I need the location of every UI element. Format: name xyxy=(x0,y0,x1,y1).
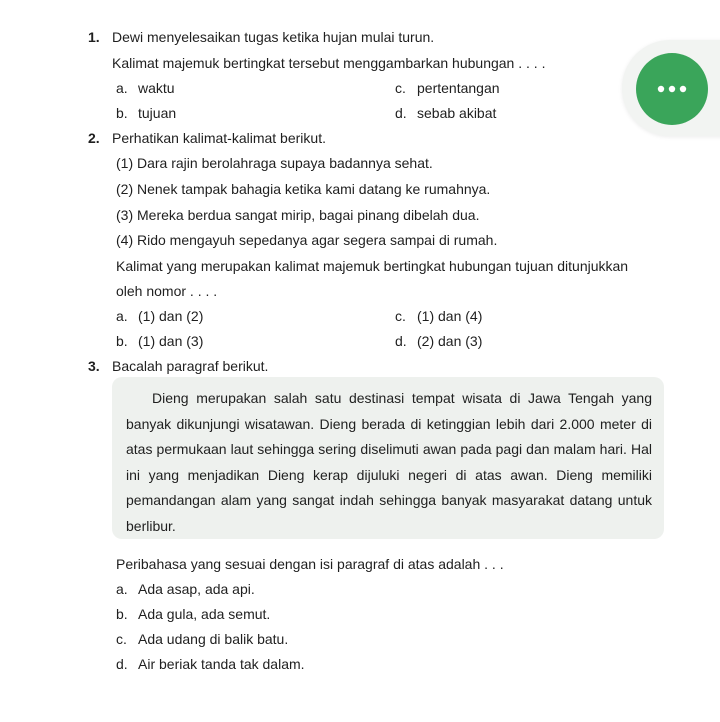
option-text: (2) dan (3) xyxy=(417,333,483,349)
question-1-stem: Dewi menyelesaikan tugas ketika hujan mulai turun. xyxy=(112,29,435,45)
question-3-stem: Bacalah paragraf berikut. xyxy=(112,358,269,374)
option-text: Ada gula, ada semut. xyxy=(138,606,271,622)
question-1-number: 1. xyxy=(88,29,100,45)
question-2-stem: Perhatikan kalimat-kalimat berikut. xyxy=(112,130,326,146)
option-letter: a. xyxy=(116,80,128,96)
sentence-item: (2) Nenek tampak bahagia ketika kami datang ke rumahnya. xyxy=(116,181,491,197)
sentence-item: (1) Dara rajin berolahraga supaya badannya sehat. xyxy=(116,155,433,171)
option-letter: c. xyxy=(395,308,406,324)
option-text: Ada udang di balik batu. xyxy=(138,631,289,647)
option-letter: a. xyxy=(116,308,128,324)
option-text: Ada asap, ada api. xyxy=(138,581,255,597)
option-letter: d. xyxy=(395,333,407,349)
question-2-prompt-cont: oleh nomor . . . . xyxy=(116,283,218,299)
option-letter: d. xyxy=(395,105,407,121)
option-letter: c. xyxy=(395,80,406,96)
option-letter: c. xyxy=(116,631,127,647)
option-text: (1) dan (2) xyxy=(138,308,204,324)
sentence-item: (3) Mereka berdua sangat mirip, bagai pinang dibelah dua. xyxy=(116,207,480,223)
option-letter: b. xyxy=(116,606,128,622)
more-options-button[interactable] xyxy=(636,53,708,125)
reading-paragraph: Dieng merupakan salah satu destinasi tempat wisata di Jawa Tengah yang banyak dikunjungi wisatawan. Dieng berada di ketinggian lebih dari 2.000 meter di atas permukaan laut sehingga sering diselimuti awan pada pagi dan malam hari. Hal ini yang menjadikan Dieng kerap dijuluki negeri di atas awan. Dieng memiliki pemandangan alam yang sangat indah sehingga banyak masyarakat datang untuk berlibur. xyxy=(126,390,652,534)
option-text: (1) dan (4) xyxy=(417,308,483,324)
question-1-prompt: Kalimat majemuk bertingkat tersebut menggambarkan hubungan . . . . xyxy=(112,55,546,71)
question-3-number: 3. xyxy=(88,358,100,374)
question-2-prompt: Kalimat yang merupakan kalimat majemuk bertingkat hubungan tujuan ditunjukkan xyxy=(116,258,629,274)
option-text: tujuan xyxy=(138,105,177,121)
option-letter: b. xyxy=(116,105,128,121)
option-letter: d. xyxy=(116,656,128,672)
option-text: sebab akibat xyxy=(417,105,497,121)
option-text: Air beriak tanda tak dalam. xyxy=(138,656,305,672)
option-letter: a. xyxy=(116,581,128,597)
option-text: (1) dan (3) xyxy=(138,333,204,349)
option-letter: b. xyxy=(116,333,128,349)
option-text: pertentangan xyxy=(417,80,500,96)
question-3-prompt: Peribahasa yang sesuai dengan isi paragraf di atas adalah . . . xyxy=(116,556,504,572)
option-text: waktu xyxy=(138,80,175,96)
more-horizontal-icon xyxy=(657,85,687,93)
sentence-item: (4) Rido mengayuh sepedanya agar segera sampai di rumah. xyxy=(116,232,498,248)
question-2-number: 2. xyxy=(88,130,100,146)
